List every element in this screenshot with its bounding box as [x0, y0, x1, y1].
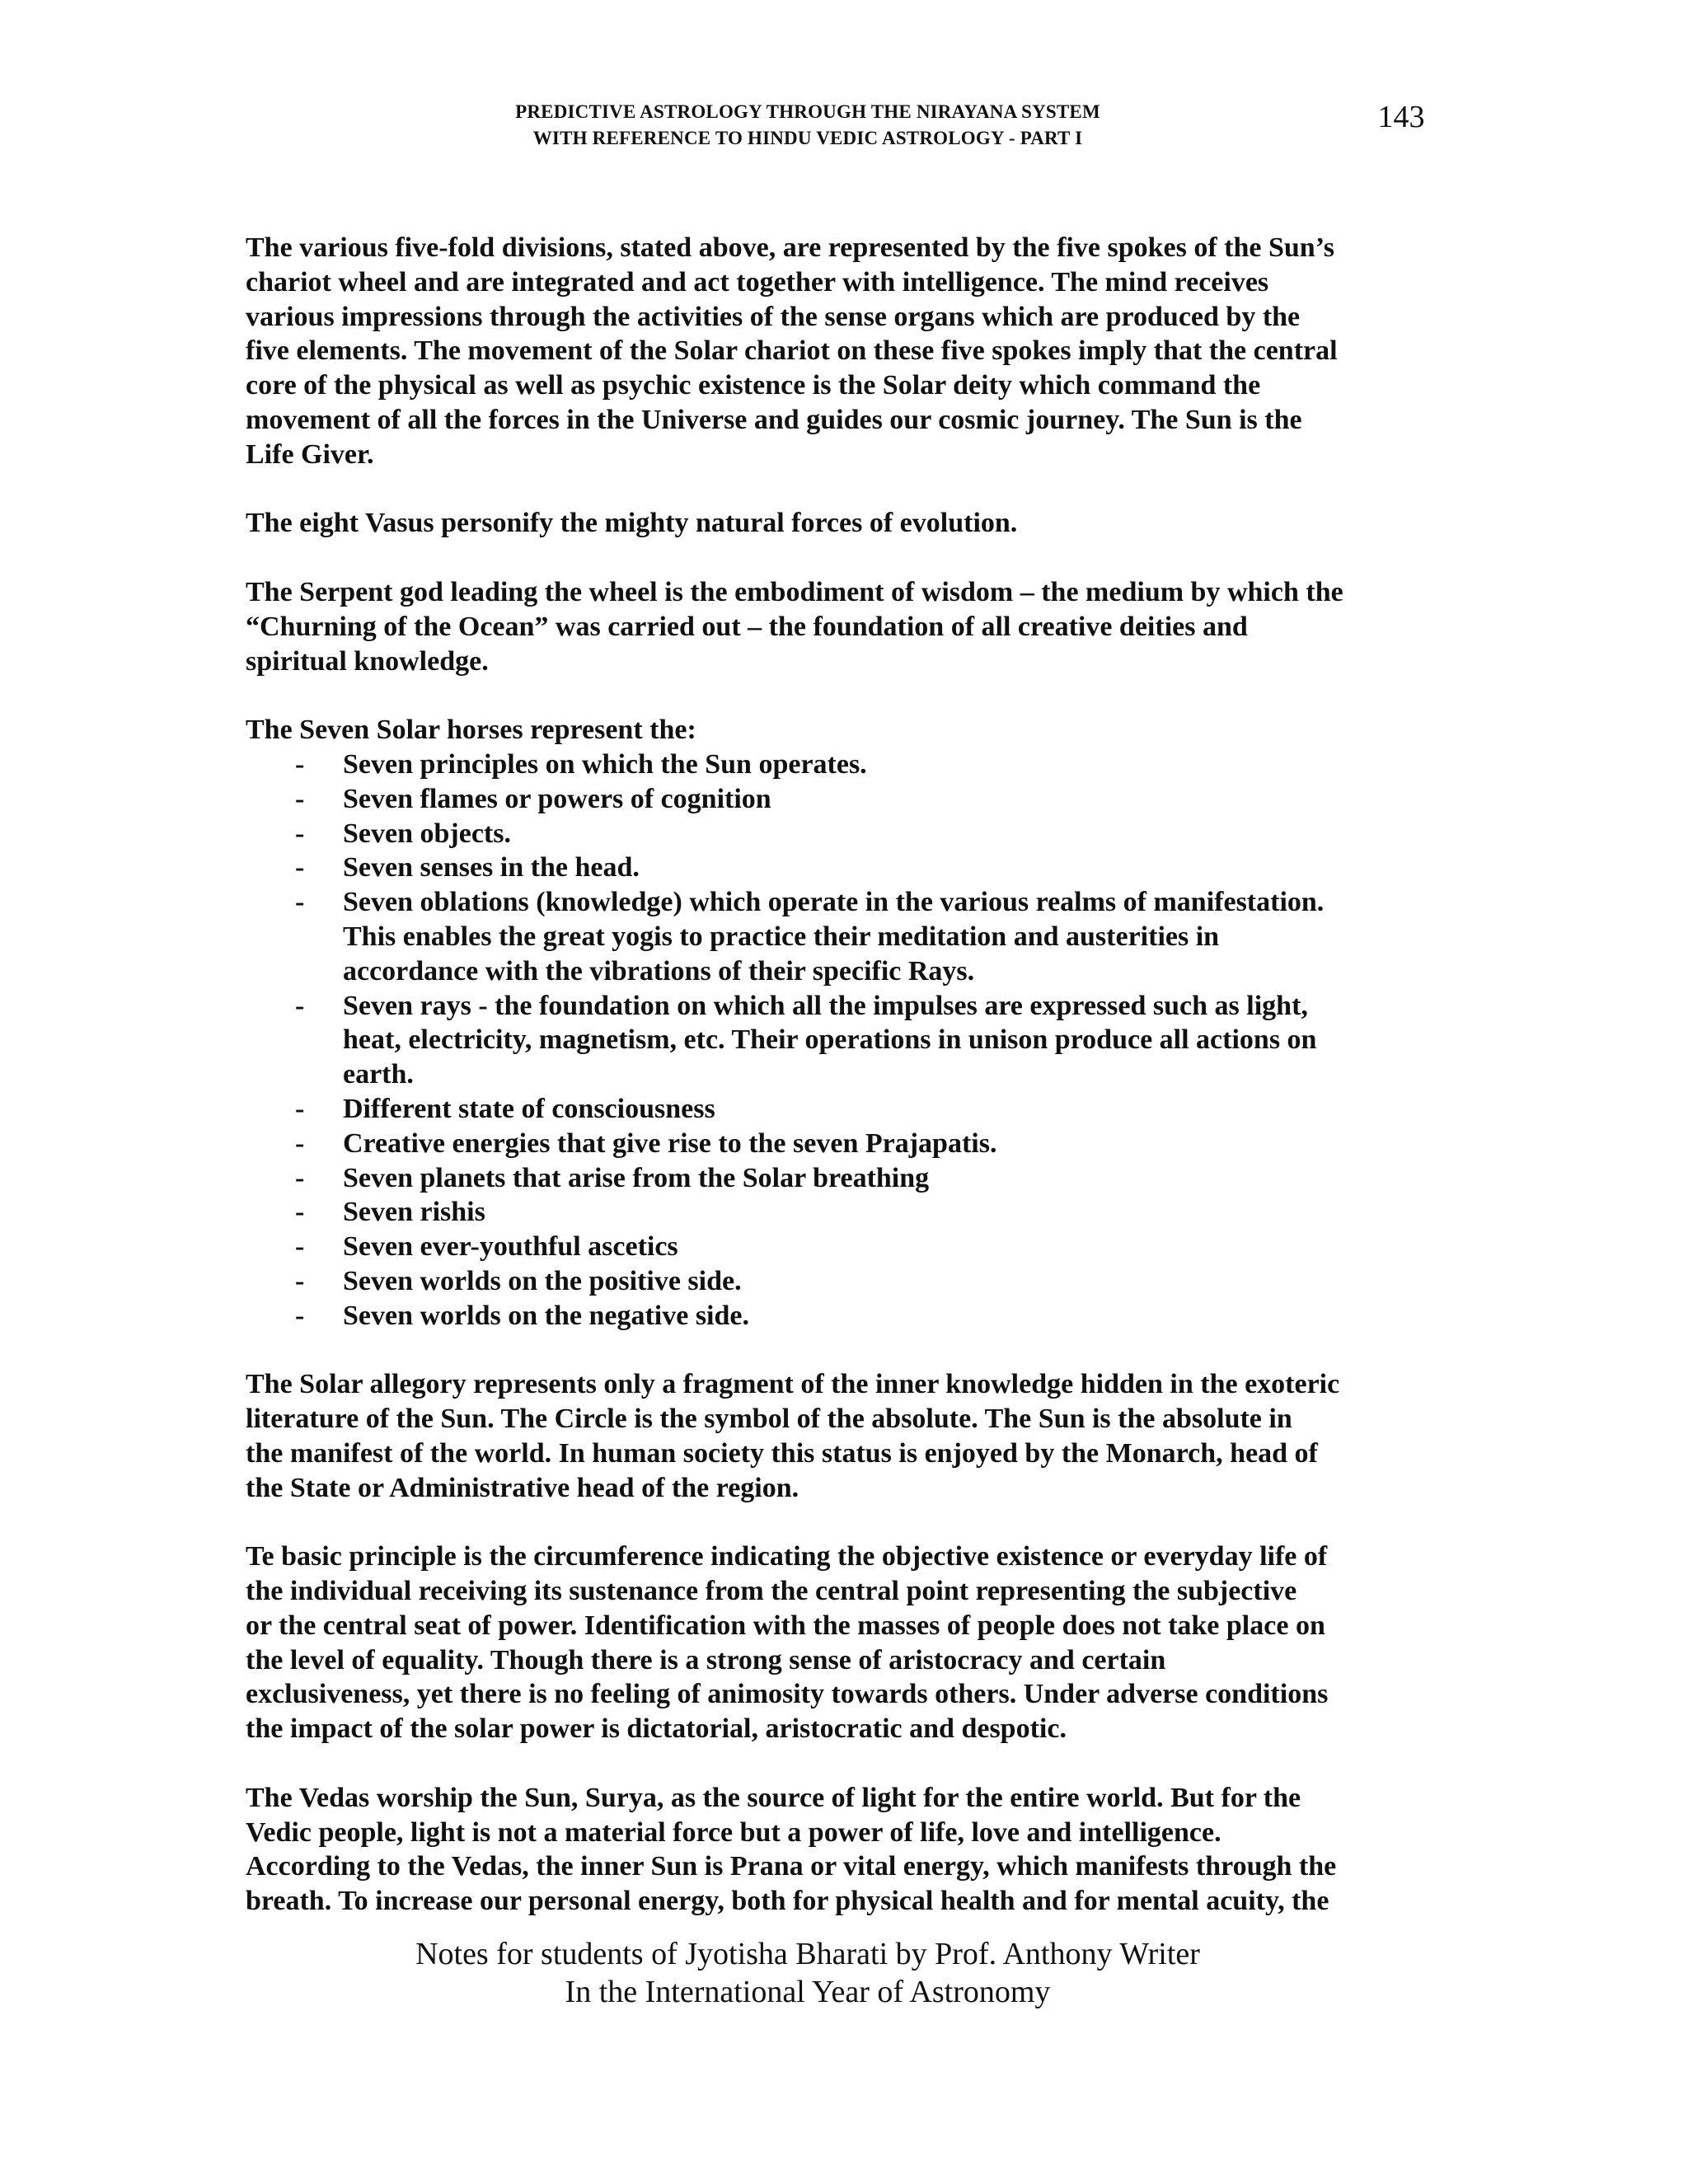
running-header [396, 99, 1220, 152]
text-line: Vedic people, light is not a material force but a power of life, love and intelligence. [246, 1816, 1221, 1848]
text-line: or the central seat of power. Identification with the masses of people does not take place on [246, 1610, 1325, 1641]
text-line: Seven rays - the foundation on which all the impulses are expressed such as light, [343, 990, 1308, 1021]
text-line: Different state of consciousness [343, 1093, 715, 1124]
text-line: Seven worlds on the positive side. [343, 1265, 742, 1296]
list-item [246, 748, 1449, 782]
list-item [246, 817, 1449, 851]
header-line-2: WITH REFERENCE TO HINDU VEDIC ASTROLOGY - PART I [532, 128, 1083, 148]
text-line: literature of the Sun. The Circle is the symbol of the absolute. The Sun is the absolute in [246, 1404, 1292, 1435]
text-line: various impressions through the activities of the sense organs which are produced by the [246, 301, 1301, 332]
list-item [246, 1230, 1449, 1264]
list-item [246, 782, 1449, 817]
header-line-1: PREDICTIVE ASTROLOGY THROUGH THE NIRAYANA SYSTEM [515, 101, 1100, 122]
body-text [246, 231, 1449, 1953]
text-line: exclusiveness, yet there is no feeling of animosity towards others. Under adverse conditions [246, 1679, 1329, 1710]
paragraph-five-spokes [246, 231, 1449, 472]
text-line: Seven senses in the head. [343, 852, 640, 883]
list-item [246, 1127, 1449, 1161]
text-line: The various five-fold divisions, stated above, are represented by the five spokes of the Sun’s [246, 232, 1335, 263]
text-line: Seven oblations (knowledge) which operate in the various realms of manifestation. [343, 887, 1325, 918]
list-dash: - [295, 990, 305, 1021]
list-item [246, 1092, 1449, 1127]
text-line: Creative energies that give rise to the seven Prajapatis. [343, 1127, 997, 1159]
paragraph-basic-principle [246, 1540, 1449, 1746]
list-item [246, 851, 1449, 885]
paragraph-vasus [246, 506, 1449, 541]
text-line: accordance with the vibrations of their specific Rays. [343, 955, 975, 987]
text-line: the individual receiving its sustenance from the central point representing the subjective [246, 1576, 1297, 1607]
text-line: Seven objects. [343, 818, 511, 849]
list-dash: - [295, 887, 305, 918]
list-item [246, 1195, 1449, 1230]
list-item [246, 989, 1449, 1092]
paragraph-vedas [246, 1781, 1449, 1919]
text-line: Seven planets that arise from the Solar breathing [343, 1162, 930, 1193]
text-line: spiritual knowledge. [246, 645, 489, 677]
text-line: Seven ever-youthful ascetics [343, 1231, 678, 1263]
page-number: 143 [1377, 100, 1425, 134]
text-line: the level of equality. Though there is a strong sense of aristocracy and certain [246, 1644, 1166, 1675]
text-line: This enables the great yogis to practice their meditation and austerities in [343, 921, 1220, 952]
text-line: the State or Administrative head of the region. [246, 1472, 799, 1503]
text-line: Seven principles on which the Sun operates. [343, 748, 867, 780]
paragraph-solar-allegory [246, 1367, 1449, 1505]
list-dash: - [295, 852, 305, 883]
footer-line-1: Notes for students of Jyotisha Bharati by Prof. Anthony Writer [415, 1937, 1200, 1971]
text-line: heat, electricity, magnetism, etc. Their operations in unison produce all actions on [343, 1024, 1317, 1056]
list-dash: - [295, 1231, 305, 1263]
text-line: earth. [343, 1059, 414, 1090]
text-line: chariot wheel and are integrated and act together with intelligence. The mind receives [246, 266, 1269, 298]
solar-horses-list [246, 713, 1449, 1333]
running-footer [313, 1935, 1302, 2011]
text-line: The Serpent god leading the wheel is the embodiment of wisdom – the medium by which the [246, 576, 1343, 607]
list-dash: - [295, 1197, 305, 1228]
list-dash: - [295, 1300, 305, 1331]
text-line: Te basic principle is the circumference indicating the objective existence or everyday life of [246, 1541, 1328, 1572]
list-dash: - [295, 818, 305, 849]
text-line: Seven rishis [343, 1197, 485, 1228]
list-dash: - [295, 748, 305, 780]
text-line: five elements. The movement of the Solar chariot on these five spokes imply that the central [246, 335, 1338, 367]
text-line: Seven flames or powers of cognition [343, 783, 771, 814]
list-dash: - [295, 1162, 305, 1193]
text-line: The Vedas worship the Sun, Surya, as the source of light for the entire world. But for the [246, 1782, 1301, 1813]
footer-line-2: In the International Year of Astronomy [565, 1975, 1051, 2009]
paragraph-serpent-god [246, 575, 1449, 678]
list-item [246, 1264, 1449, 1299]
list-item [246, 885, 1449, 988]
text-line: core of the physical as well as psychic existence is the Solar deity which command the [246, 370, 1261, 401]
text-line: movement of all the forces in the Universe and guides our cosmic journey. The Sun is the [246, 404, 1302, 435]
text-line: breath. To increase our personal energy, both for physical health and for mental acuity, the [246, 1886, 1329, 1917]
list-dash: - [295, 1093, 305, 1124]
list-dash: - [295, 1265, 305, 1296]
text-line: Seven worlds on the negative side. [343, 1300, 749, 1331]
text-line: “Churning of the Ocean” was carried out – the foundation of all creative deities and [246, 611, 1248, 642]
list-intro: The Seven Solar horses represent the: [246, 715, 696, 746]
text-line: According to the Vedas, the inner Sun is Prana or vital energy, which manifests through the [246, 1851, 1337, 1882]
text-line: The eight Vasus personify the mighty natural forces of evolution. [246, 508, 1018, 539]
text-line: the impact of the solar power is dictatorial, aristocratic and despotic. [246, 1713, 1067, 1745]
text-line: the manifest of the world. In human society this status is enjoyed by the Monarch, head of [246, 1437, 1318, 1469]
text-line: The Solar allegory represents only a fragment of the inner knowledge hidden in the exoteric [246, 1369, 1340, 1400]
list-item [246, 1161, 1449, 1196]
list-dash: - [295, 1127, 305, 1159]
text-line: Life Giver. [246, 438, 374, 470]
list-item [246, 1299, 1449, 1333]
list-dash: - [295, 783, 305, 814]
